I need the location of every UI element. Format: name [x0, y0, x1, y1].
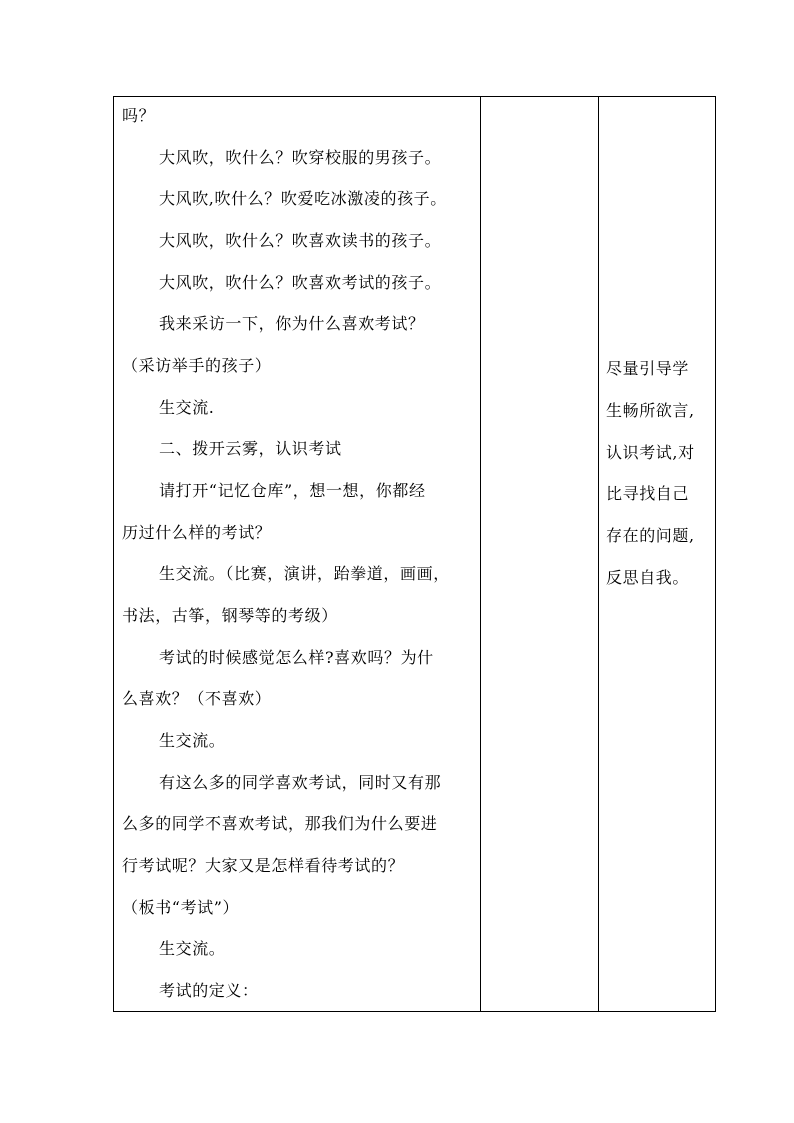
section-heading: 二、拨开云雾，认识考试 — [159, 439, 342, 458]
text-line: 历过什么样的考试？ — [122, 523, 272, 542]
teaching-process-column — [114, 97, 480, 1011]
lesson-plan-table — [113, 96, 716, 1012]
text-line: 生交流. — [159, 398, 215, 417]
text-line: 大风吹，吹什么？吹穿校服的男孩子。 — [159, 148, 442, 167]
text-line: 大风吹,吹什么？吹爱吃冰激凌的孩子。 — [159, 189, 447, 208]
text-line: 行考试呢？大家又是怎样看待考试的？ — [122, 856, 405, 875]
note-line: 生畅所欲言, — [606, 401, 695, 420]
text-line: 吗？ — [122, 106, 156, 125]
note-line: 反思自我。 — [606, 568, 690, 587]
text-line: 考试的时候感觉怎么样?喜欢吗？为什 — [159, 648, 434, 667]
text-line: 生交流。（比赛，演讲，跆拳道，画画， — [159, 564, 450, 583]
text-line: （板书“考试”） — [122, 898, 240, 917]
text-line: 考试的定义： — [159, 981, 259, 1000]
text-line: 有这么多的同学喜欢考试，同时又有那 — [159, 773, 442, 792]
text-line: 么喜欢？（不喜欢） — [122, 689, 272, 708]
text-line: （采访举手的孩子） — [122, 356, 272, 375]
column-divider-1 — [480, 97, 481, 1011]
note-line: 认识考试,对 — [606, 443, 695, 462]
text-line: 请打开“记忆仓库”，想一想，你都经 — [159, 481, 426, 500]
text-line: 生交流。 — [159, 939, 226, 958]
note-line: 比寻找自己 — [606, 484, 690, 503]
text-line: 我来采访一下，你为什么喜欢考试？ — [159, 314, 425, 333]
text-line: 大风吹，吹什么？吹喜欢读书的孩子。 — [159, 231, 442, 250]
note-line: 尽量引导学 — [606, 359, 690, 378]
text-line: 生交流。 — [159, 731, 226, 750]
text-line: 么多的同学不喜欢考试，那我们为什么要进 — [122, 814, 438, 833]
note-line: 存在的问题, — [606, 526, 695, 545]
design-intent-column — [598, 97, 717, 1011]
text-line: 书法，古筝，钢琴等的考级） — [122, 606, 338, 625]
text-line: 大风吹，吹什么？吹喜欢考试的孩子。 — [159, 273, 442, 292]
